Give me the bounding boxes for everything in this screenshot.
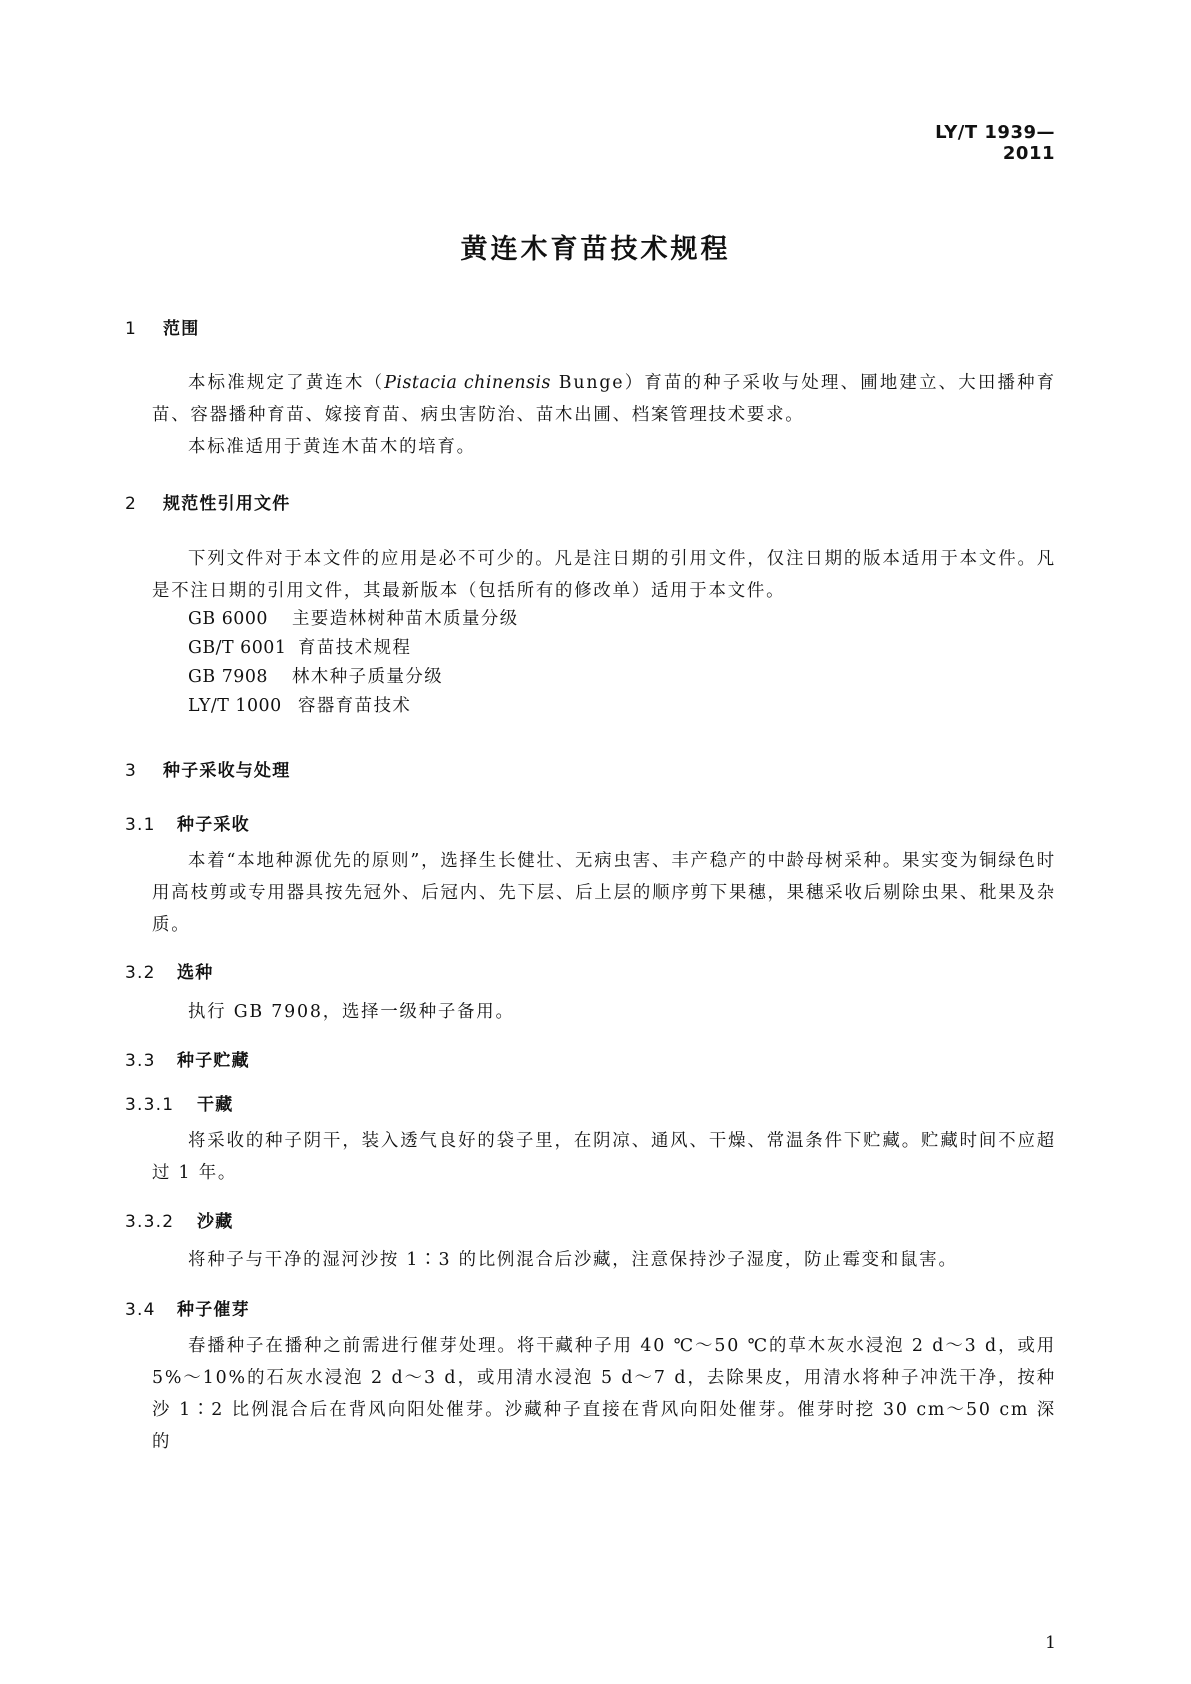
- reference-title: 林木种子质量分级: [292, 667, 444, 687]
- section-3-3-1-heading: [125, 1090, 233, 1115]
- section-number: 3.4: [125, 1300, 156, 1320]
- section-3-heading: [125, 756, 290, 781]
- section-number: 3.3.1: [125, 1095, 175, 1115]
- section-title: 沙藏: [197, 1212, 234, 1232]
- section-1-paragraph-1: 本标准规定了黄连木（Pistacia chinensis Bunge）育苗的种子采收与处理、圃地建立、大田播种育苗、容器播种育苗、嫁接育苗、病虫害防治、苗木出圃、档案管理技术要求。: [152, 373, 1056, 425]
- section-2-paragraph-1: 下列文件对于本文件的应用是必不可少的。凡是注日期的引用文件，仅注日期的版本适用于本文件。凡是不注日期的引用文件，其最新版本（包括所有的修改单）适用于本文件。: [152, 549, 1056, 601]
- section-3-4-heading: [125, 1295, 250, 1320]
- section-3-3-2-heading: [125, 1207, 233, 1232]
- section-title: 种子贮藏: [177, 1051, 250, 1071]
- section-title: 种子催芽: [177, 1300, 250, 1320]
- reference-title: 主要造林树种苗木质量分级: [292, 609, 519, 629]
- reference-item: [188, 690, 411, 722]
- section-3-1-paragraph: 本着“本地种源优先的原则”，选择生长健壮、无病虫害、丰产稳产的中龄母树采种。果实变为铜绿色时用高枝剪或专用器具按先冠外、后冠内、先下层、后上层的顺序剪下果穗，果穗采收后剔除虫果、秕果及杂质。: [152, 851, 1056, 935]
- section-title: 干藏: [197, 1095, 234, 1115]
- reference-title: 育苗技术规程: [298, 638, 412, 658]
- section-number: 3.3.2: [125, 1212, 175, 1232]
- section-title: 种子采收: [177, 815, 250, 835]
- page-number: 1: [1045, 1633, 1056, 1653]
- reference-item: [188, 603, 519, 635]
- reference-code: GB 7908: [188, 667, 268, 687]
- latin-species-name: Pistacia chinensis: [384, 373, 551, 393]
- section-3-1-heading: [125, 810, 250, 835]
- standard-code: LY/T 1939—2011: [935, 122, 1055, 164]
- section-title: 规范性引用文件: [163, 494, 291, 514]
- section-number: 1: [125, 319, 138, 339]
- reference-item: [188, 632, 411, 664]
- section-3-4-paragraph: 春播种子在播种之前需进行催芽处理。将干藏种子用 40 ℃～50 ℃的草木灰水浸泡 2 d～3 d，或用 5%～10%的石灰水浸泡 2 d～3 d，或用清水浸泡 5 d～7 d，去除果皮，用清水将种子冲洗干净，按种沙 1∶2 比例混合后在背风向阳处催芽。沙藏种子直接在背风向阳处催芽。催芽时挖 30 cm～50 cm 深的: [152, 1336, 1056, 1452]
- section-2-heading: [125, 489, 290, 514]
- section-1-heading: [125, 314, 199, 339]
- section-title: 选种: [177, 963, 214, 983]
- reference-code: GB/T 6001: [188, 638, 287, 658]
- section-3-3-1-paragraph: 将采收的种子阴干，装入透气良好的袋子里，在阴凉、通风、干燥、常温条件下贮藏。贮藏时间不应超过 1 年。: [152, 1131, 1056, 1183]
- section-number: 2: [125, 494, 138, 514]
- section-number: 3.2: [125, 963, 156, 983]
- document-title: 黄连木育苗技术规程: [460, 234, 731, 265]
- section-1-paragraph-2: 本标准适用于黄连木苗木的培育。: [188, 437, 476, 457]
- section-3-3-heading: [125, 1046, 250, 1071]
- section-3-2-paragraph: 执行 GB 7908，选择一级种子备用。: [188, 1002, 515, 1022]
- section-number: 3.1: [125, 815, 156, 835]
- section-3-2-heading: [125, 958, 213, 983]
- reference-title: 容器育苗技术: [298, 696, 412, 716]
- section-title: 范围: [163, 319, 200, 339]
- reference-item: [188, 661, 443, 693]
- section-3-3-2-paragraph: 将种子与干净的湿河沙按 1∶3 的比例混合后沙藏，注意保持沙子湿度，防止霉变和鼠害。: [188, 1250, 958, 1270]
- section-number: 3.3: [125, 1051, 156, 1071]
- reference-code: GB 6000: [188, 609, 268, 629]
- reference-code: LY/T 1000: [188, 696, 282, 716]
- section-title: 种子采收与处理: [163, 761, 291, 781]
- section-number: 3: [125, 761, 138, 781]
